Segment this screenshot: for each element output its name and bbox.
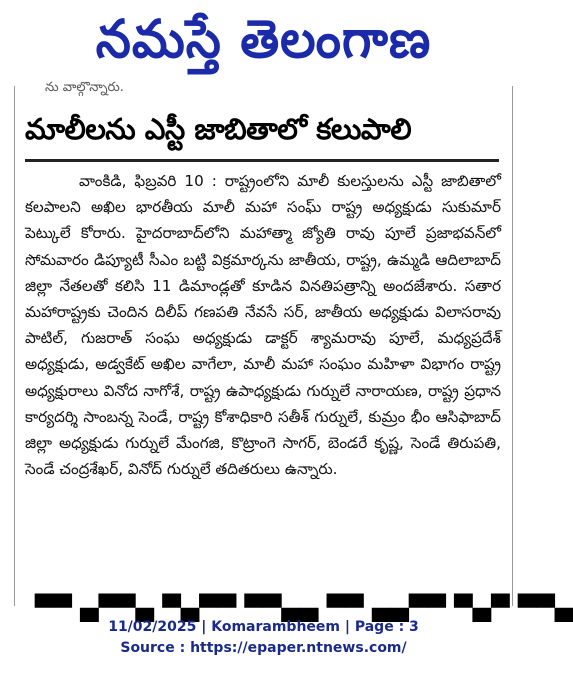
article-body: వాంకిడి, ఫిబ్రవరి 10 : రాష్ట్రంలోని మాలీ కులస్తులను ఎస్టీ జాబితాలో కలపాలని అఖిల భారతీయ మాలీ మహా సంఘ్ రాష్ట్ర అధ్యక్షుడు సుకుమార్ పెట్కులే కోరారు. హైదరాబాద్‌లోని మహాత్మా జ్యోతి రావు పూలే ప్రజాభవన్‌లో సోమవారం డిప్యూటీ సీఎం బట్టి విక్రమార్కను జాతీయ, రాష్ట్ర, ఉమ్మడి ఆదిలాబాద్ జిల్లా నేతలతో కలిసి 11 డిమాండ్లతో కూడిన వినతిపత్రాన్ని అందజేశారు. సతార మహారాష్ట్రకు చెందిన దిలీప్ గణపతి నేవసే సర్, జాతీయ అధ్యక్షుడు విలాసరావు పాటిల్, గుజరాత్ సంఘ అధ్యక్షుడు డాక్టర్ శ్యామరావు పూలే, మధ్యప్రదేశ్ అధ్యక్షుడు, అడ్వకేట్ అఖిల వాగేలా, మాలీ మహా సంఘం మహిళా విభాగం రాష్ట్ర అధ్యక్షురాలు వినోద నాగోశే, రాష్ట్ర ఉపాధ్యక్షుడు గుర్నులే నారాయణ, రాష్ట్ర ప్రధాన కార్యదర్శి సాంబన్న సెండే, రాష్ట్ర కోశాధికారి సతీశ్ గుర్నులే, కుమ్రం భీం ఆసిఫాబాద్ జిల్లా అధ్యక్షుడు గుర్నులే మేంగజి, కొట్రాంగె సాగర్, బెండరే కృష్ణ, సెండే తిరుపతి, సెండే చంద్రశేఖర్, వినోద్ గుర్నులే తదితరులు ఉన్నారు. [25, 172, 501, 479]
clipped-next-article [35, 594, 573, 622]
clipped-previous-article: ను వాల్గొన్నారు. [45, 80, 124, 95]
article-clipping [14, 80, 573, 622]
masthead [0, 0, 527, 78]
article-headline: మాలీలను ఎస్టీ జాబితాలో కలుపాలి [25, 112, 412, 146]
clipped-next-headline: ▀▀ ▄▀▀▄ ▀▄▀▀ ▀▀▄▄ ▀▀ ▄▄▀▀ ▀▄▀ ▀▀▄ [35, 594, 573, 622]
newspaper-logo: నమస్తే తెలంగాణ [95, 8, 432, 70]
headline-divider [25, 159, 499, 162]
footer [0, 617, 527, 659]
edition-info: 11/02/2025 | Komarambheem | Page : 3 [108, 619, 419, 635]
source-link[interactable]: Source : https://epaper.ntnews.com/ [120, 640, 407, 656]
